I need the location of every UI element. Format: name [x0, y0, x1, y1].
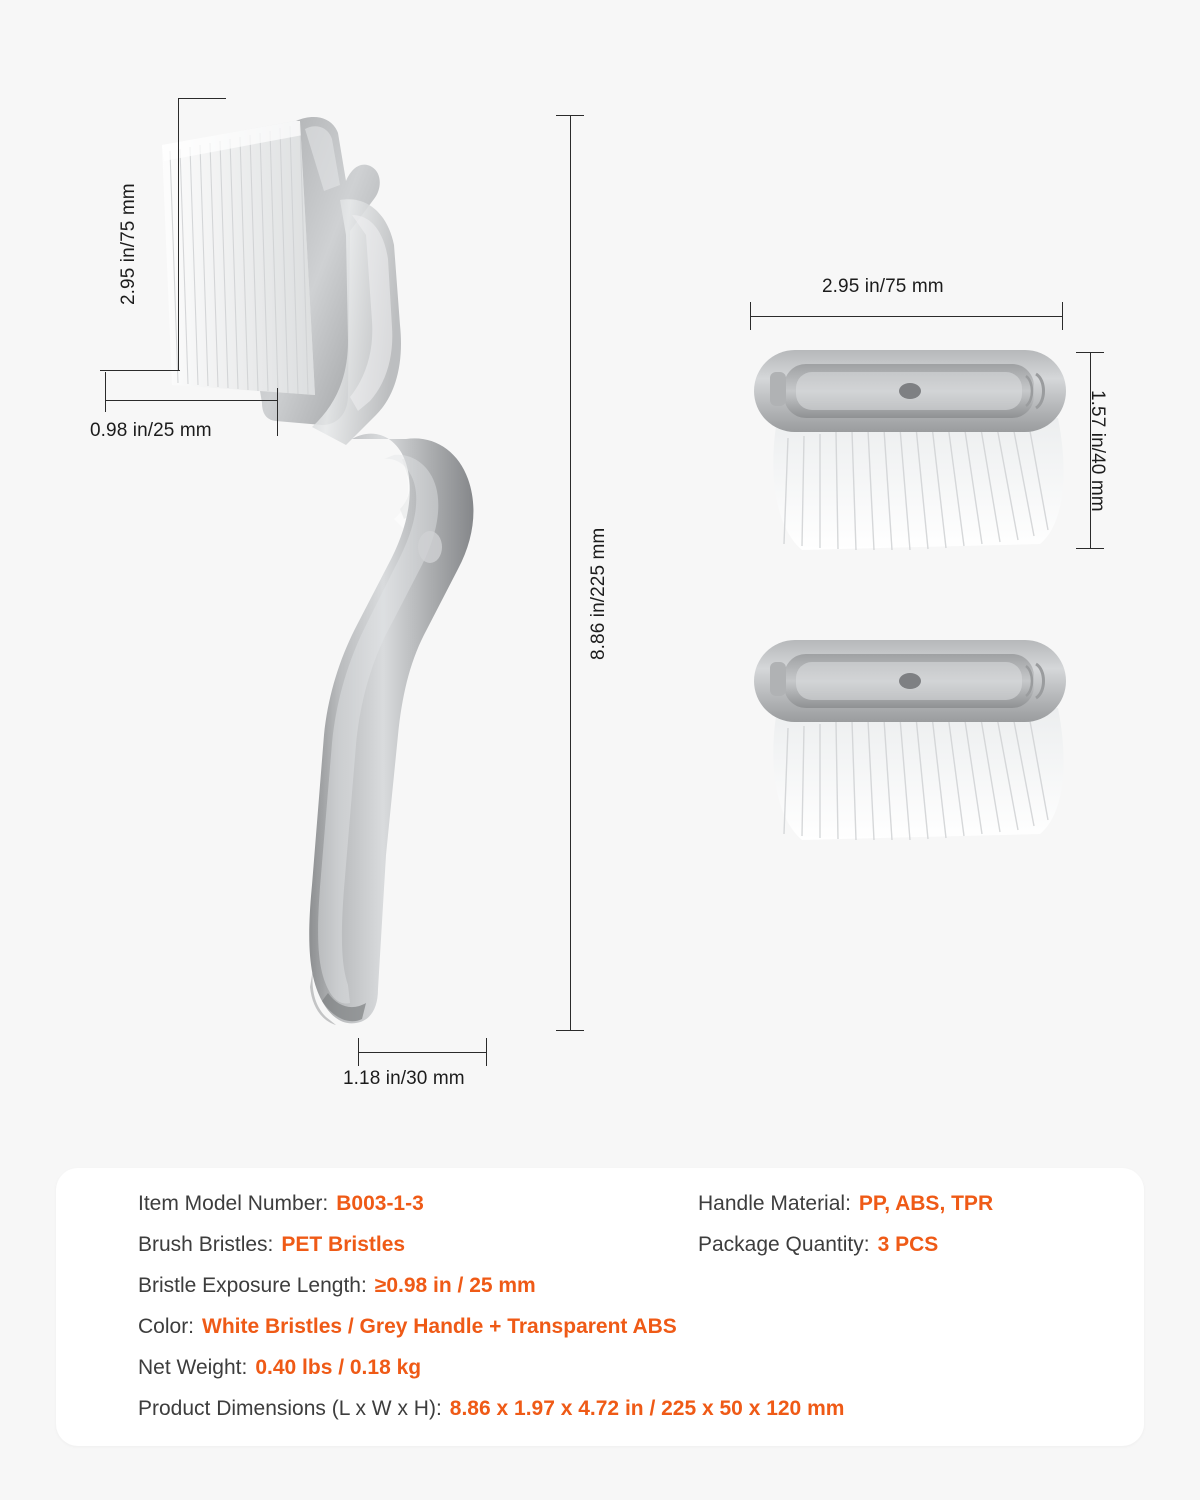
replacement-head-1-base [754, 350, 1066, 432]
spec-row [138, 1397, 1118, 1438]
spec-value: 3 PCS [877, 1233, 939, 1256]
spec-key: Product Dimensions (L x W x H): [138, 1397, 442, 1420]
dim-label-head-height: 2.95 in/75 mm [118, 183, 139, 305]
dim-tick-head-height-top [178, 98, 226, 99]
spec-row [138, 1192, 1118, 1233]
spec-key: Net Weight: [138, 1356, 248, 1379]
spec-bristle-exposure-length [138, 1274, 698, 1298]
replacement-head-2-bristles [773, 708, 1063, 840]
dim-label-total-length: 8.86 in/225 mm [588, 527, 609, 660]
dim-tick-head-depth-left [105, 372, 106, 412]
main-brush-bristles [162, 120, 315, 395]
spec-value: ≥0.98 in / 25 mm [374, 1274, 536, 1297]
spec-brush-bristles [138, 1233, 698, 1257]
dim-tick-total-length-top [556, 115, 584, 116]
spec-color [138, 1315, 698, 1339]
specifications-card [56, 1168, 1144, 1446]
dim-tick-head-depth-right [277, 388, 278, 436]
spec-row [138, 1233, 1118, 1274]
brush-handle [309, 434, 473, 1025]
dim-label-handle-width: 1.18 in/30 mm [343, 1068, 465, 1089]
spec-key: Bristle Exposure Length: [138, 1274, 367, 1297]
spec-handle-material [698, 1192, 993, 1216]
spec-net-weight [138, 1356, 698, 1380]
spec-value: 0.40 lbs / 0.18 kg [255, 1356, 422, 1379]
dim-tick-pad-height-top [1076, 352, 1104, 353]
spec-value: B003-1-3 [336, 1192, 424, 1215]
dim-tick-pad-width-right [1062, 302, 1063, 330]
dim-tick-total-length-bottom [556, 1030, 584, 1031]
dim-tick-handle-width-left [358, 1038, 359, 1066]
dim-line-head-depth [105, 400, 277, 401]
spec-row [138, 1274, 1118, 1315]
spec-key: Brush Bristles: [138, 1233, 274, 1256]
spec-product-dimensions [138, 1397, 844, 1421]
replacement-head-2-base [754, 640, 1066, 722]
dim-label-head-depth: 0.98 in/25 mm [90, 420, 212, 441]
dim-line-total-length [570, 115, 571, 1030]
dim-tick-handle-width-right [486, 1038, 487, 1066]
main-brush-illustration [100, 95, 520, 1055]
spec-value: PP, ABS, TPR [858, 1192, 994, 1215]
replacement-head-2-illustration [740, 620, 1080, 860]
spec-value: White Bristles / Grey Handle + Transparent ABS [202, 1315, 677, 1338]
dim-label-pad-height: 1.57 in/40 mm [1087, 390, 1108, 512]
dim-tick-head-height-bottom [100, 370, 180, 371]
spec-key: Package Quantity: [698, 1233, 870, 1256]
spec-value: 8.86 x 1.97 x 4.72 in / 225 x 50 x 120 mm [449, 1397, 845, 1420]
spec-key: Item Model Number: [138, 1192, 329, 1215]
spec-value: PET Bristles [281, 1233, 406, 1256]
spec-key: Color: [138, 1315, 195, 1338]
spec-key: Handle Material: [698, 1192, 851, 1215]
dim-line-head-height [178, 98, 179, 370]
spec-package-quantity [698, 1233, 938, 1257]
specifications-list [138, 1192, 1118, 1438]
dim-line-pad-width [750, 316, 1062, 317]
spec-row [138, 1315, 1118, 1356]
replacement-head-1-illustration [740, 330, 1080, 570]
dim-tick-pad-height-bottom [1076, 548, 1104, 549]
dim-line-handle-width [358, 1052, 486, 1053]
spec-row [138, 1356, 1118, 1397]
replacement-head-1-bristles [773, 418, 1063, 550]
dim-label-pad-width: 2.95 in/75 mm [822, 276, 944, 297]
dim-tick-pad-width-left [750, 302, 751, 330]
spec-item-model-number [138, 1192, 698, 1216]
